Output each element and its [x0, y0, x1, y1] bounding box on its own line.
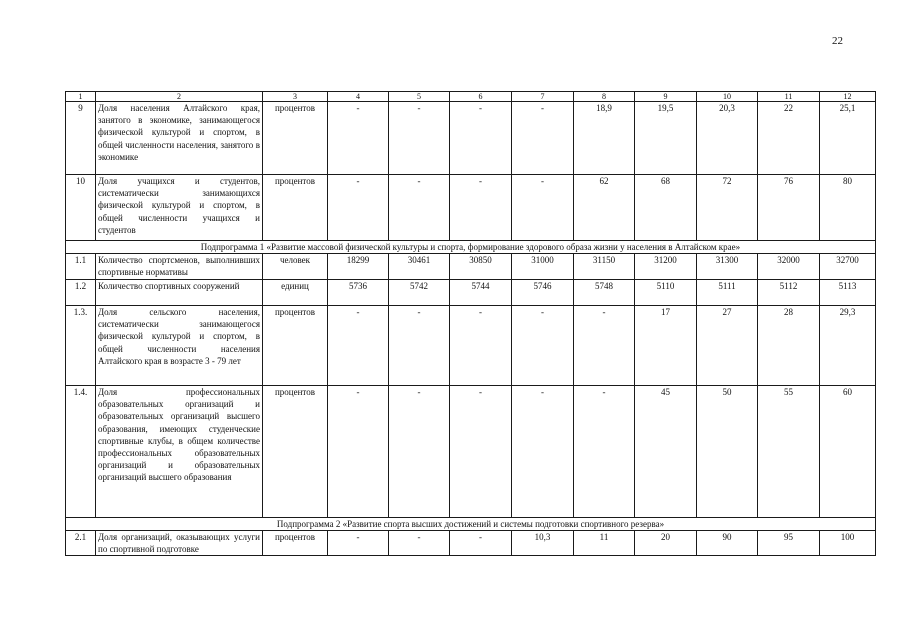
indicator-row [66, 386, 876, 518]
indicator-number: 10 [66, 175, 96, 241]
indicator-unit: единиц [263, 280, 328, 306]
indicator-value: - [389, 386, 450, 518]
indicator-unit: процентов [263, 306, 328, 386]
indicator-name: Доля населения Алтайского края, занятого в экономике, занимающегося физической культурой и спортом, в общей численности населения, занятого в экономике [96, 102, 263, 175]
indicator-value: 95 [758, 531, 820, 556]
indicator-value: 17 [635, 306, 697, 386]
indicator-value: 30461 [389, 254, 450, 280]
indicator-value: 5746 [512, 280, 574, 306]
indicator-value: 25,1 [820, 102, 876, 175]
indicator-value: 45 [635, 386, 697, 518]
subprogram-row [66, 241, 876, 254]
subprogram-row [66, 518, 876, 531]
indicator-value: 80 [820, 175, 876, 241]
indicator-value: 68 [635, 175, 697, 241]
indicator-name: Доля учащихся и студентов, систематически занимающихся физической культурой и спортом, в общей численности учащихся и студентов [96, 175, 263, 241]
indicator-row [66, 175, 876, 241]
indicator-value: 100 [820, 531, 876, 556]
indicator-value: 5748 [574, 280, 635, 306]
column-number: 3 [263, 92, 328, 102]
subprogram-title: Подпрограмма 2 «Развитие спорта высших достижений и системы подготовки спортивного резерва» [66, 518, 876, 531]
indicator-value: 5744 [450, 280, 512, 306]
indicator-value: 31150 [574, 254, 635, 280]
indicator-value: 31000 [512, 254, 574, 280]
indicator-value: - [450, 102, 512, 175]
indicator-value: 72 [697, 175, 758, 241]
indicator-value: 30850 [450, 254, 512, 280]
subprogram-title: Подпрограмма 1 «Развитие массовой физической культуры и спорта, формирование здорового образа жизни у населения в Алтайском крае» [66, 241, 876, 254]
column-number: 8 [574, 92, 635, 102]
indicator-value: 20 [635, 531, 697, 556]
indicator-number: 2.1 [66, 531, 96, 556]
page-number: 22 [832, 35, 843, 47]
indicator-value: - [328, 175, 389, 241]
column-number: 5 [389, 92, 450, 102]
indicator-value: 19,5 [635, 102, 697, 175]
indicator-number: 1.1 [66, 254, 96, 280]
indicator-value: - [512, 175, 574, 241]
indicator-value: - [328, 386, 389, 518]
column-number: 12 [820, 92, 876, 102]
indicator-value: - [450, 306, 512, 386]
indicator-value: 31300 [697, 254, 758, 280]
indicator-value: - [450, 531, 512, 556]
indicator-value: - [389, 175, 450, 241]
column-number: 1 [66, 92, 96, 102]
indicator-value: 5111 [697, 280, 758, 306]
indicator-unit: процентов [263, 102, 328, 175]
indicator-value: 31200 [635, 254, 697, 280]
indicator-row [66, 102, 876, 175]
indicator-value: - [389, 306, 450, 386]
indicator-name: Количество спортивных сооружений [96, 280, 263, 306]
indicator-name: Доля профессиональных образовательных организаций и образовательных организаций высшего образования, имеющих студенческие спортивные клубы, в общем количестве профессиональных образовательных организаций и образовательных организаций высшего образования [96, 386, 263, 518]
column-number: 4 [328, 92, 389, 102]
indicator-name: Доля сельского населения, систематически занимающегося физической культурой и спортом, в общей численности населения Алтайского края в возрасте 3 - 79 лет [96, 306, 263, 386]
indicator-value: - [574, 386, 635, 518]
indicator-value: 22 [758, 102, 820, 175]
column-number: 2 [96, 92, 263, 102]
column-number: 6 [450, 92, 512, 102]
indicator-value: - [450, 175, 512, 241]
column-number: 10 [697, 92, 758, 102]
indicator-number: 1.3. [66, 306, 96, 386]
indicator-value: 32700 [820, 254, 876, 280]
indicator-value: 5736 [328, 280, 389, 306]
indicator-row [66, 280, 876, 306]
indicator-unit: процентов [263, 386, 328, 518]
indicator-value: 32000 [758, 254, 820, 280]
indicator-value: - [328, 531, 389, 556]
indicator-value: 62 [574, 175, 635, 241]
indicator-value: 90 [697, 531, 758, 556]
indicators-table [65, 91, 876, 556]
indicator-value: - [328, 306, 389, 386]
indicator-value: 20,3 [697, 102, 758, 175]
indicator-value: - [512, 102, 574, 175]
indicator-value: - [450, 386, 512, 518]
indicator-number: 1.2 [66, 280, 96, 306]
indicator-name: Доля организаций, оказывающих услуги по спортивной подготовке [96, 531, 263, 556]
indicator-unit: процентов [263, 531, 328, 556]
indicator-value: 55 [758, 386, 820, 518]
indicator-number: 1.4. [66, 386, 96, 518]
indicator-value: - [389, 531, 450, 556]
indicator-value: 76 [758, 175, 820, 241]
indicator-value: 28 [758, 306, 820, 386]
indicator-value: - [512, 386, 574, 518]
indicator-unit: человек [263, 254, 328, 280]
indicator-value: 29,3 [820, 306, 876, 386]
column-number-row [66, 92, 876, 102]
indicator-value: 5110 [635, 280, 697, 306]
indicator-value: 10,3 [512, 531, 574, 556]
indicator-row [66, 306, 876, 386]
indicator-value: 5113 [820, 280, 876, 306]
indicator-row [66, 531, 876, 556]
indicator-row [66, 254, 876, 280]
indicator-value: 5742 [389, 280, 450, 306]
indicator-value: - [389, 102, 450, 175]
indicator-value: 60 [820, 386, 876, 518]
indicator-value: - [328, 102, 389, 175]
column-number: 9 [635, 92, 697, 102]
table-body [66, 92, 876, 556]
column-number: 7 [512, 92, 574, 102]
indicator-value: 50 [697, 386, 758, 518]
indicator-value: 18,9 [574, 102, 635, 175]
indicator-value: 27 [697, 306, 758, 386]
indicator-unit: процентов [263, 175, 328, 241]
indicator-value: 18299 [328, 254, 389, 280]
indicator-value: 11 [574, 531, 635, 556]
indicator-name: Количество спортсменов, выполнивших спортивные нормативы [96, 254, 263, 280]
indicator-number: 9 [66, 102, 96, 175]
indicator-value: - [512, 306, 574, 386]
indicator-value: 5112 [758, 280, 820, 306]
column-number: 11 [758, 92, 820, 102]
indicator-value: - [574, 306, 635, 386]
